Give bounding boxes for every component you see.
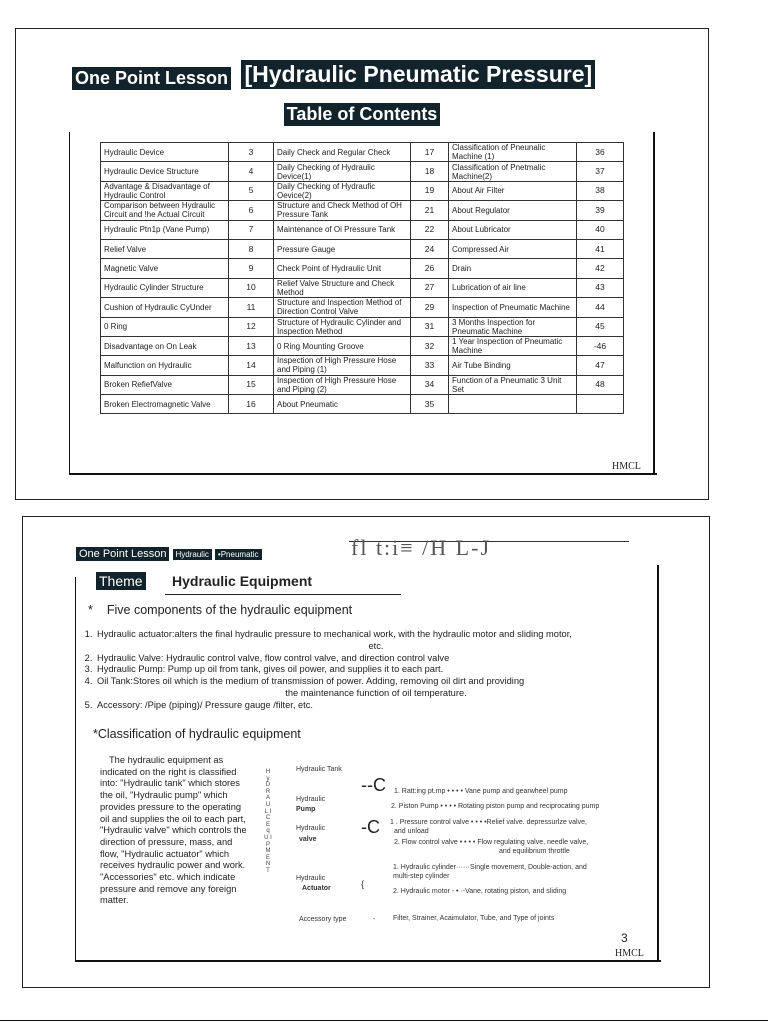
toc-entry-page: 5: [229, 181, 274, 200]
toc-entry-page: 22: [411, 220, 449, 239]
toc-entry-page: 35: [411, 395, 449, 414]
class-actuator-b: Actuator: [302, 885, 331, 892]
toc-entry-page: 47: [577, 356, 624, 375]
valve-item-2b: and equilibrium throttle: [499, 848, 570, 855]
section-classification: *Classification of hydraulic equipment: [93, 727, 301, 741]
toc-row: [101, 317, 624, 336]
component-item: [95, 653, 655, 665]
toc-entry-title: Inspection of Pneumatic Machine: [449, 298, 577, 317]
component-head: Oil Tank:: [97, 676, 133, 687]
component-head: Accessory:: [97, 699, 143, 710]
component-text: /Pipe (piping)/ Pressure gauge /filter, etc.: [142, 699, 313, 710]
toc-entry-title: Structure of Hydraulic Cylinder and Inspection Method: [274, 317, 411, 336]
toc-entry-title: Cushion of Hydraulic CyUnder: [101, 298, 229, 317]
toc-entry-page: 40: [577, 220, 624, 239]
toc-entry-page: 48: [577, 375, 624, 394]
frame-left-line: [69, 132, 70, 474]
component-text: Hydraulic control valve, flow control valve, and direction control valve: [163, 652, 450, 663]
toc-entry-page: 7: [229, 220, 274, 239]
toc-heading: Table of Contents: [284, 103, 441, 126]
toc-entry-title: Hydraulic Device: [101, 143, 229, 162]
toc-entry-page: 17: [411, 143, 449, 162]
theme-label: Theme: [96, 572, 146, 590]
bullet-asterisk: *: [88, 603, 93, 617]
toc-row: [101, 375, 624, 394]
section-five-components-text: Five components of the hydraulic equipment: [106, 603, 353, 617]
toc-entry-title: Malfunction on Hydraulic: [101, 356, 229, 375]
toc-entry-page: 41: [577, 239, 624, 258]
toc-heading-wrap: [16, 103, 708, 126]
toc-entry-title: Comparison between Hydraulic Circuit and !he Actual Circuit: [101, 201, 229, 220]
toc-entry-title: Structure and Inspection Method of Direction Control Valve: [274, 298, 411, 317]
class-actuator-a: Hydraulic: [296, 875, 326, 882]
toc-row: [101, 220, 624, 239]
valve-item-1b: and unload: [394, 828, 429, 835]
toc-entry-page: 11: [229, 298, 274, 317]
toc-row: [101, 278, 624, 297]
toc-entry-page: 31: [411, 317, 449, 336]
toc-entry-page: 39: [577, 201, 624, 220]
toc-row: [101, 162, 624, 181]
toc-entry-title: Function of a Pneumatic 3 Unit Set: [449, 375, 577, 394]
component-text: Pump up oil from tank, gives oil power, and supplies it to each part.: [165, 664, 444, 675]
lesson-title: [Hydraulic Pneumatic Pressure]: [241, 60, 595, 89]
toc-entry-page: 4: [229, 162, 274, 181]
toc-row: [101, 259, 624, 278]
toc-entry-title: Magnetic Valve: [101, 259, 229, 278]
slide-hydraulic-equipment: [22, 516, 710, 988]
toc-entry-page: 21: [411, 201, 449, 220]
toc-entry-page: 34: [411, 375, 449, 394]
pump-item-2: 2. Piston Pump • • • • Rotating piston pump and reciprocating pump: [391, 803, 600, 810]
toc-entry-title: Daily Checking of Hydraufic Oevice(2): [274, 181, 411, 200]
component-item: [95, 629, 655, 653]
toc-entry-page: 42: [577, 259, 624, 278]
toc-entry-title: Hydraulic Device Structure: [101, 162, 229, 181]
component-head: Hydraulic Pump:: [97, 664, 166, 675]
brace-actuator: {: [361, 879, 365, 889]
class-valve-b: valve: [299, 836, 317, 843]
component-text: Stores oil which is the medium of transmission of power. Adding, removing oil dirt and providing: [133, 676, 525, 687]
one-point-lesson-label: One Point Lesson: [72, 67, 231, 90]
component-continuation: the maintenance function of oil temperature.: [285, 687, 467, 698]
toc-entry-page: 32: [411, 336, 449, 355]
toc-entry-title: About Lubricator: [449, 220, 577, 239]
toc-entry-title: [449, 395, 577, 414]
toc-entry-page: 19: [411, 181, 449, 200]
theme-title: Hydraulic Equipment: [172, 573, 313, 589]
lesson-sub-pneumatic: •Pneumatic: [215, 549, 262, 560]
toc-entry-title: Maintenance of Oi Pressure Tank: [274, 220, 411, 239]
frame-right-line: [653, 132, 655, 474]
frame-right-line: [657, 565, 659, 961]
toc-entry-page: 36: [577, 143, 624, 162]
toc-entry-title: Broken Electromagnetic Valve: [101, 395, 229, 414]
toc-entry-title: Daily Check and Regular Check: [274, 143, 411, 162]
toc-entry-title: About Pneumatic: [274, 395, 411, 414]
toc-entry-title: Classification of Pneunalic Machine (1): [449, 143, 577, 162]
frame-left-line: [75, 577, 76, 961]
theme-row: [96, 572, 312, 591]
component-item: [95, 700, 655, 712]
toc-entry-title: Inspection of High Pressure Hose and Piping (2): [274, 375, 411, 394]
toc-entry-title: Classification of Pnetmalic Machine(2): [449, 162, 577, 181]
class-accessory: Accessory type: [299, 916, 347, 923]
toc-entry-title: Compressed Air: [449, 239, 577, 258]
toc-entry-page: 18: [411, 162, 449, 181]
toc-entry-page: 10: [229, 278, 274, 297]
toc-row: [101, 143, 624, 162]
toc-entry-page: 16: [229, 395, 274, 414]
toc-entry-title: 1 Year Inspection of Pneumatic Machine: [449, 336, 577, 355]
toc-entry-title: About Air Filter: [449, 181, 577, 200]
component-head: Hydraulic Valve:: [97, 652, 164, 663]
toc-entry-page: 44: [577, 298, 624, 317]
actuator-item-2: 2. Hydraulic motor - • ·-Vane, rotating piston, and sliding: [393, 888, 567, 895]
actuator-item-1b: multi-step cylinder: [393, 873, 450, 880]
toc-entry-page: 45: [577, 317, 624, 336]
frame-bottom-line: [75, 960, 661, 962]
toc-entry-page: 24: [411, 239, 449, 258]
handwritten-scribble: fl t:i≡ /H L-J: [351, 535, 492, 560]
toc-entry-page: 29: [411, 298, 449, 317]
footer-hmcl: HMCL: [615, 948, 644, 959]
toc-entry-title: Relief Valve Structure and Check Method: [274, 278, 411, 297]
toc-entry-page: 43: [577, 278, 624, 297]
toc-entry-title: Hydraulic Ptn1p (Vane Pump): [101, 220, 229, 239]
toc-entry-title: Relief Valve: [101, 239, 229, 258]
section-five-components: [88, 603, 352, 617]
toc-entry-page: 6: [229, 201, 274, 220]
toc-entry-page: 8: [229, 239, 274, 258]
toc-entry-page: 9: [229, 259, 274, 278]
toc-entry-page: -46: [577, 336, 624, 355]
slide2-header: [76, 547, 262, 561]
toc-entry-title: Air Tube Binding: [449, 356, 577, 375]
toc-entry-title: Check Point of Hydraulic Unit: [274, 259, 411, 278]
slide1-header: [72, 62, 595, 91]
frame-bottom-line: [69, 473, 657, 475]
one-point-lesson-label: One Point Lesson: [76, 547, 169, 561]
valve-item-1a: 1 . Pressure control valve • • • •Relief valve. depressurlze valve,: [390, 819, 587, 826]
toc-row: [101, 336, 624, 355]
footer-hmcl: HMCL: [612, 461, 641, 472]
toc-entry-page: 12: [229, 317, 274, 336]
toc-entry-title: Inspection of High Pressure Hose and Piping (1): [274, 356, 411, 375]
toc-entry-title: Advantage & Disadvantage of Hydraulic Control: [101, 181, 229, 200]
page-bottom-rule: [0, 1020, 768, 1021]
brace-valve: -C: [361, 817, 380, 837]
pump-item-1: 1. Ratt:ing pt.mp • • • • Vane pump and gearwheel pump: [394, 788, 568, 795]
toc-entry-title: Structure and Check Method of OH Pressure Tank: [274, 201, 411, 220]
component-continuation: etc.: [368, 640, 384, 651]
accessory-desc: Filter, Strainer, Acaimulator, Tube, and Type of joints: [393, 915, 555, 922]
toc-entry-title: Lubrication of air line: [449, 278, 577, 297]
toc-entry-page: 13: [229, 336, 274, 355]
component-text: alters the final hydraulic pressure to mechanical work, with the hydraulic motor and sliding motor,: [174, 629, 572, 639]
slide-toc: [15, 28, 709, 500]
accessory-dash: -: [373, 916, 376, 923]
components-list: [77, 629, 655, 712]
toc-entry-page: 27: [411, 278, 449, 297]
valve-item-2a: 2. Flow control valve • • • • Flow regulating valve, needle valve,: [394, 839, 589, 846]
actuator-item-1a: 1. Hydraulic cylinder······Single movement, Double-action, and: [393, 864, 587, 871]
class-tank: Hydraulic Tank: [296, 766, 342, 773]
toc-entry-title: About Regulator: [449, 201, 577, 220]
component-item: [95, 676, 655, 700]
toc-entry-title: Daily Checking of Hydraulic Device(1): [274, 162, 411, 181]
toc-entry-page: 33: [411, 356, 449, 375]
classification-paragraph: The hydraulic equipment as indicated on the right is classified into: "Hydraulic tank" which stores the oil, "Hydraulic pump" which provides pressure to the operating oil and supplies the oil to each part, "Hydraulic valve" which controls the direction of pressure, mass, and flow, "Hydraulic actuator" which receives hydraulic power and work. "Accessories" etc. which indicate pressure and remove any foreign matter.: [100, 755, 247, 906]
toc-entry-title: Disadvantage on On Leak: [101, 336, 229, 355]
toc-entry-title: Pressure Gauge: [274, 239, 411, 258]
toc-row: [101, 201, 624, 220]
brace-pump: --C: [361, 775, 386, 795]
toc-entry-title: 0 Ring: [101, 317, 229, 336]
toc-entry-title: 0 Ring Mounting Groove: [274, 336, 411, 355]
toc-row: [101, 298, 624, 317]
toc-entry-title: 3 Months Inspection for Pneumatic Machine: [449, 317, 577, 336]
toc-table: [100, 142, 624, 414]
toc-entry-title: Broken RefiefValve: [101, 375, 229, 394]
toc-row: [101, 239, 624, 258]
toc-entry-page: 14: [229, 356, 274, 375]
toc-row: [101, 181, 624, 200]
theme-underline: [165, 594, 401, 595]
class-valve-a: Hydraulic: [296, 825, 326, 832]
toc-entry-page: 3: [229, 143, 274, 162]
toc-entry-title: Drain: [449, 259, 577, 278]
toc-entry-page: 38: [577, 181, 624, 200]
component-item: [95, 664, 655, 676]
component-head: Hydraulic actuator:: [97, 629, 175, 639]
toc-entry-page: 37: [577, 162, 624, 181]
toc-row: [101, 395, 624, 414]
toc-entry-page: [577, 395, 624, 414]
class-pump-b: Pump: [296, 806, 316, 813]
toc-row: [101, 356, 624, 375]
class-pump-a: Hydraulic: [296, 796, 326, 803]
toc-entry-page: 15: [229, 375, 274, 394]
page-number: 3: [621, 931, 628, 945]
vertical-label: H y D R A U L I C E q U I P M E N T: [264, 769, 272, 874]
lesson-sub-hydraulic: Hydraulic: [173, 549, 212, 560]
toc-entry-page: 26: [411, 259, 449, 278]
toc-entry-title: Hydraulic Cylinder Structure: [101, 278, 229, 297]
